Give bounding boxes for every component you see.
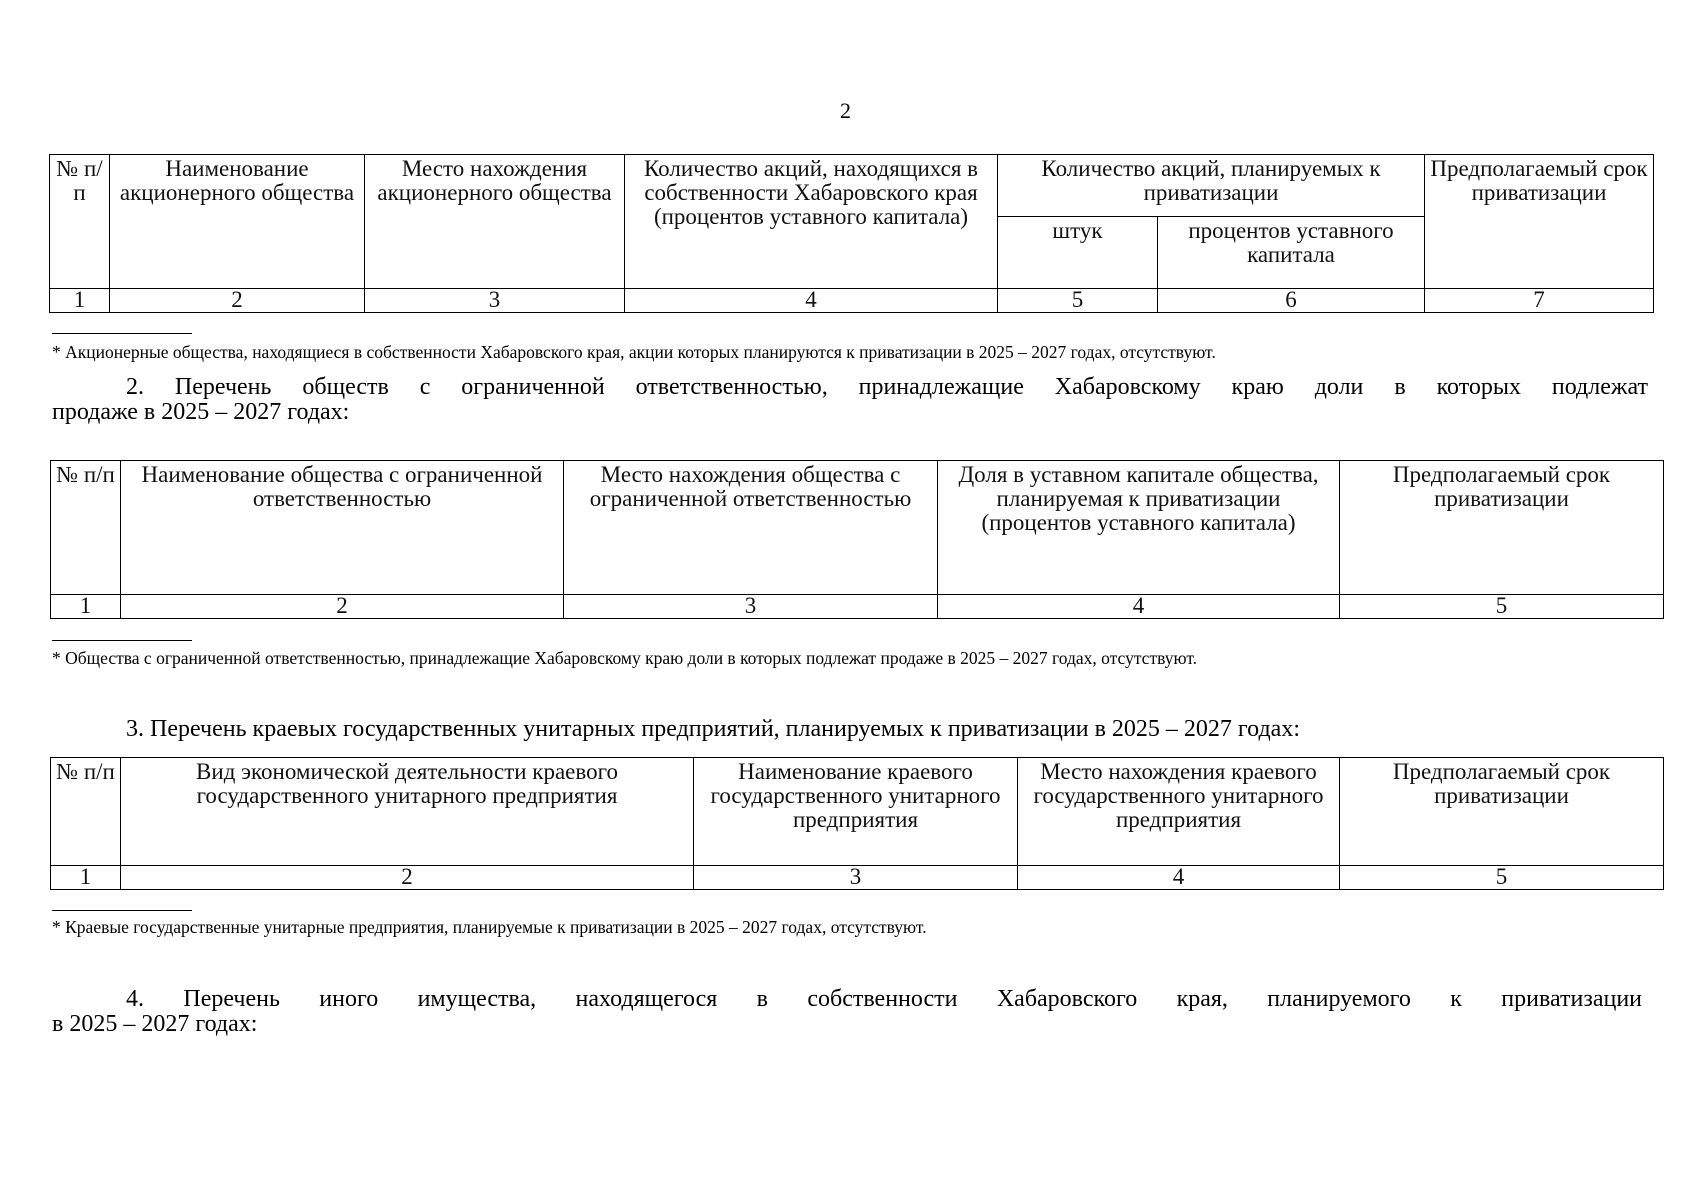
footnote-separator: [52, 640, 192, 641]
column-number-cell: 2: [121, 866, 694, 890]
header-enterprise-name: Наименование краевого государственного унитарного предприятия: [694, 758, 1018, 866]
header-num: № п/п: [51, 461, 121, 595]
unitary-enterprises-table: [50, 757, 1664, 890]
column-number-cell: 5: [998, 289, 1158, 313]
column-number-cell: 6: [1158, 289, 1425, 313]
header-llc-name: Наименование общества с ограниченной ответственностью: [121, 461, 564, 595]
joint-stock-companies-table: [49, 154, 1654, 313]
header-pieces: штук: [998, 217, 1158, 289]
header-economic-activity: Вид экономической деятельности краевого государственного унитарного предприятия: [121, 758, 694, 866]
column-number-cell: 7: [1425, 289, 1654, 313]
header-shares-planned: Количество акций, планируемых к приватизации: [998, 155, 1425, 217]
column-number-cell: 3: [365, 289, 625, 313]
column-number-cell: 3: [564, 595, 938, 619]
header-percent: процентов уставного капитала: [1158, 217, 1425, 289]
page-number: 2: [840, 98, 851, 123]
section-2-heading-continued: продаже в 2025 – 2027 годах:: [52, 399, 350, 425]
header-privatization-term: Предполагаемый срок приватизации: [1425, 155, 1654, 289]
header-company-location: Место нахождения акционерного общества: [365, 155, 625, 289]
header-num: № п/п: [50, 155, 110, 289]
column-number-cell: 2: [121, 595, 564, 619]
column-number-cell: 1: [50, 289, 110, 313]
column-number-cell: 2: [110, 289, 365, 313]
column-number-cell: 5: [1340, 595, 1664, 619]
footnote-separator: [52, 333, 192, 334]
footnote-unitary-enterprises: * Краевые государственные унитарные предприятия, планируемые к приватизации в 2025 – 2027 годах, отсутствуют.: [52, 917, 927, 937]
footnote-separator: [52, 910, 192, 911]
footnote-llc: * Общества с ограниченной ответственностью, принадлежащие Хабаровскому краю доли в которых подлежат продаже в 2025 – 2027 годах, отсутствуют.: [52, 648, 1198, 668]
column-number-cell: 4: [938, 595, 1340, 619]
llc-table: [50, 460, 1664, 619]
header-num: № п/п: [51, 758, 121, 866]
section-4-heading-continued: в 2025 – 2027 годах:: [52, 1011, 258, 1037]
header-company-name: Наименование акционерного общества: [110, 155, 365, 289]
column-number-cell: 4: [625, 289, 998, 313]
column-number-cell: 4: [1018, 866, 1340, 890]
header-llc-location: Место нахождения общества с ограниченной ответственностью: [564, 461, 938, 595]
column-number-cell: 1: [51, 595, 121, 619]
header-enterprise-location: Место нахождения краевого государственного унитарного предприятия: [1018, 758, 1340, 866]
column-number-cell: 5: [1340, 866, 1664, 890]
header-shares-owned: Количество акций, находящихся в собственности Хабаровского края (процентов уставного капитала): [625, 155, 998, 289]
section-3-heading: 3. Перечень краевых государственных унитарных предприятий, планируемых к приватизации в 2025 – 2027 годах:: [126, 716, 1300, 742]
header-privatization-term: Предполагаемый срок приватизации: [1340, 758, 1664, 866]
header-llc-share: Доля в уставном капитале общества, планируемая к приватизации (процентов уставного капитала): [938, 461, 1340, 595]
column-number-cell: 3: [694, 866, 1018, 890]
section-2-heading: 2. Перечень обществ с ограниченной ответственностью, принадлежащие Хабаровскому краю доли в которых подлежат: [126, 374, 1648, 400]
header-privatization-term: Предполагаемый срок приватизации: [1340, 461, 1664, 595]
section-4-heading: 4. Перечень иного имущества, находящегося в собственности Хабаровского края, планируемого к приватизации: [126, 986, 1642, 1012]
footnote-joint-stock: * Акционерные общества, находящиеся в собственности Хабаровского края, акции которых планируются к приватизации в 2025 – 2027 годах, отсутствуют.: [52, 342, 1216, 362]
column-number-cell: 1: [51, 866, 121, 890]
